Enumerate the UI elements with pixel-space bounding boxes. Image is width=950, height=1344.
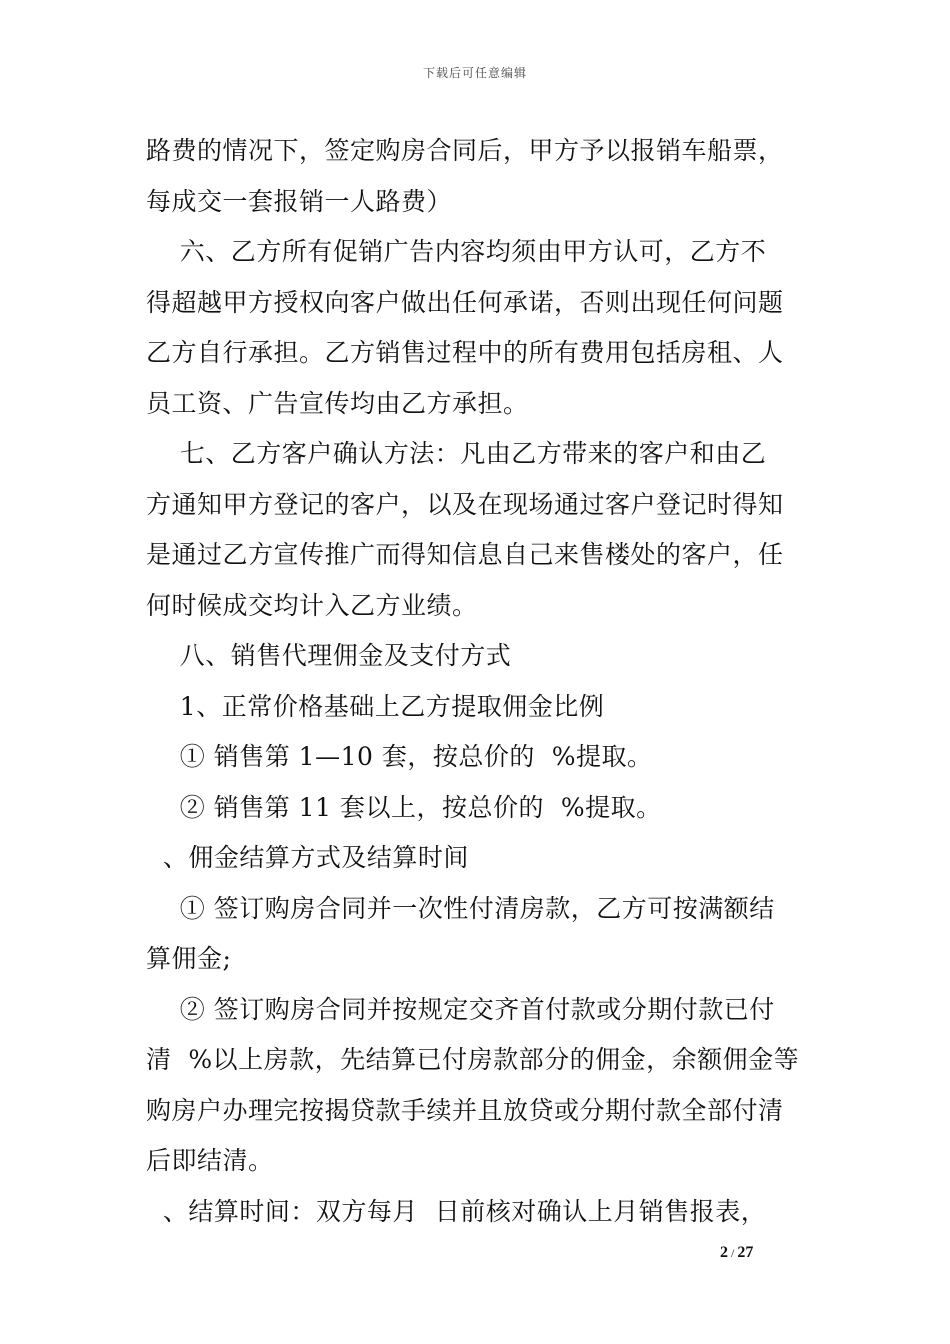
page-total: 27 [737, 1244, 754, 1261]
page-header: 下载后可任意编辑 [422, 66, 527, 80]
text-line: 是通过乙方宣传推广而得知信息自己来售楼处的客户，任 [146, 540, 784, 569]
text-line: 每成交一套报销一人路费） [146, 186, 453, 216]
text-line: 路费的情况下，签定购房合同后，甲方予以报销车船票， [146, 136, 784, 165]
document-body [146, 126, 806, 1237]
text-line: 购房户办理完按揭贷款手续并且放贷或分期付款全部付清 [146, 1095, 784, 1125]
text-line: ① 签订购房合同并一次性付清房款，乙方可按满额结 [146, 893, 775, 923]
text-line: ② 销售第 11 套以上，按总价的 %提取。 [146, 792, 662, 822]
text-line: 七、乙方客户确认方法：凡由乙方带来的客户和由乙 [146, 439, 767, 468]
text-line: 算佣金; [146, 944, 232, 973]
text-line: 清 %以上房款，先结算已付房款部分的佣金，余额佣金等 [146, 1045, 800, 1074]
text-line: 、结算时间：双方每月 日前核对确认上月销售报表， [146, 1196, 767, 1226]
text-line: 何时候成交均计入乙方业绩。 [146, 590, 478, 620]
text-line: 、佣金结算方式及结算时间 [146, 843, 469, 872]
text-line: 1、正常价格基础上乙方提取佣金比例 [146, 691, 605, 721]
text-line: 后即结清。 [146, 1146, 274, 1175]
text-line: 方通知甲方登记的客户，以及在现场通过客户登记时得知 [146, 489, 784, 519]
text-line: 员工资、广告宣传均由乙方承担。 [146, 388, 529, 418]
text-line: ② 签订购房合同并按规定交齐首付款或分期付款已付 [146, 994, 775, 1024]
text-line: ① 销售第 1—10 套，按总价的 %提取。 [146, 742, 653, 771]
text-line: 得超越甲方授权向客户做出任何承诺，否则出现任何问题 [146, 287, 784, 317]
page-current: 2 [720, 1244, 728, 1261]
text-line: 乙方自行承担。乙方销售过程中的所有费用包括房租、人 [146, 338, 784, 367]
text-line: 六、乙方所有促销广告内容均须由甲方认可，乙方不 [146, 237, 767, 266]
text-line: 八、销售代理佣金及支付方式 [146, 641, 512, 670]
page-separator: / [728, 1246, 738, 1260]
page-number [720, 1244, 800, 1262]
